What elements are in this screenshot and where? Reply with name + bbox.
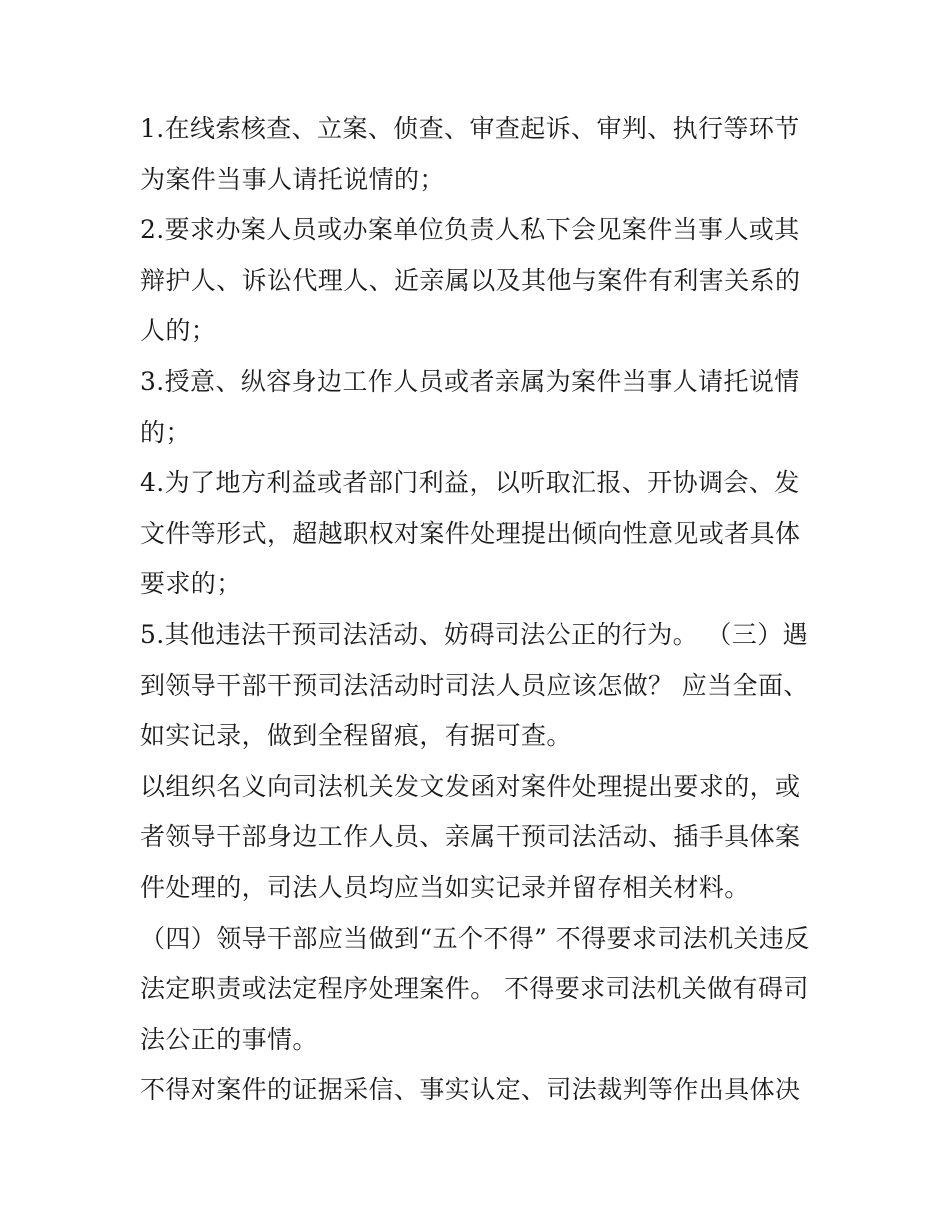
- paragraph-five-prohibitions: （四）领导干部应当做到“五个不得” 不得要求司法机关违反法定职责或法定程序处理案件。 不得要求司法机关做有碍司法公正的事情。: [140, 923, 810, 1054]
- paragraph-item-5: 5.其他违法干预司法活动、妨碍司法公正的行为。 （三）遇到领导干部干预司法活动时司法人员应该怎做？ 应当全面、如实记录，做到全程留痕，有据可查。: [140, 619, 809, 751]
- document-body: [140, 104, 820, 1116]
- paragraph-evidence-prohibition: 不得对案件的证据采信、事实认定、司法裁判等作出具体决: [140, 1075, 801, 1105]
- paragraph-item-2: 2.要求办案人员或办案单位负责人私下会见案件当事人或其辩护人、诉讼代理人、近亲属以及其他与案件有利害关系的人的；: [140, 215, 801, 346]
- paragraph-item-3: 3.授意、纵容身边工作人员或者亲属为案件当事人请托说情的；: [140, 366, 800, 447]
- paragraph-item-4: 4.为了地方利益或者部门利益，以听取汇报、开协调会、发文件等形式，超越职权对案件处理提出倾向性意见或者具体要求的；: [140, 468, 801, 599]
- paragraph-item-1: 1.在线索核查、立案、侦查、审查起诉、审判、执行等环节为案件当事人请托说情的；: [140, 114, 800, 194]
- paragraph-organization-requests: 以组织名义向司法机关发文发函对案件处理提出要求的，或者领导干部身边工作人员、亲属干预司法活动、插手具体案件处理的，司法人员均应当如实记录并留存相关材料。: [140, 771, 801, 902]
